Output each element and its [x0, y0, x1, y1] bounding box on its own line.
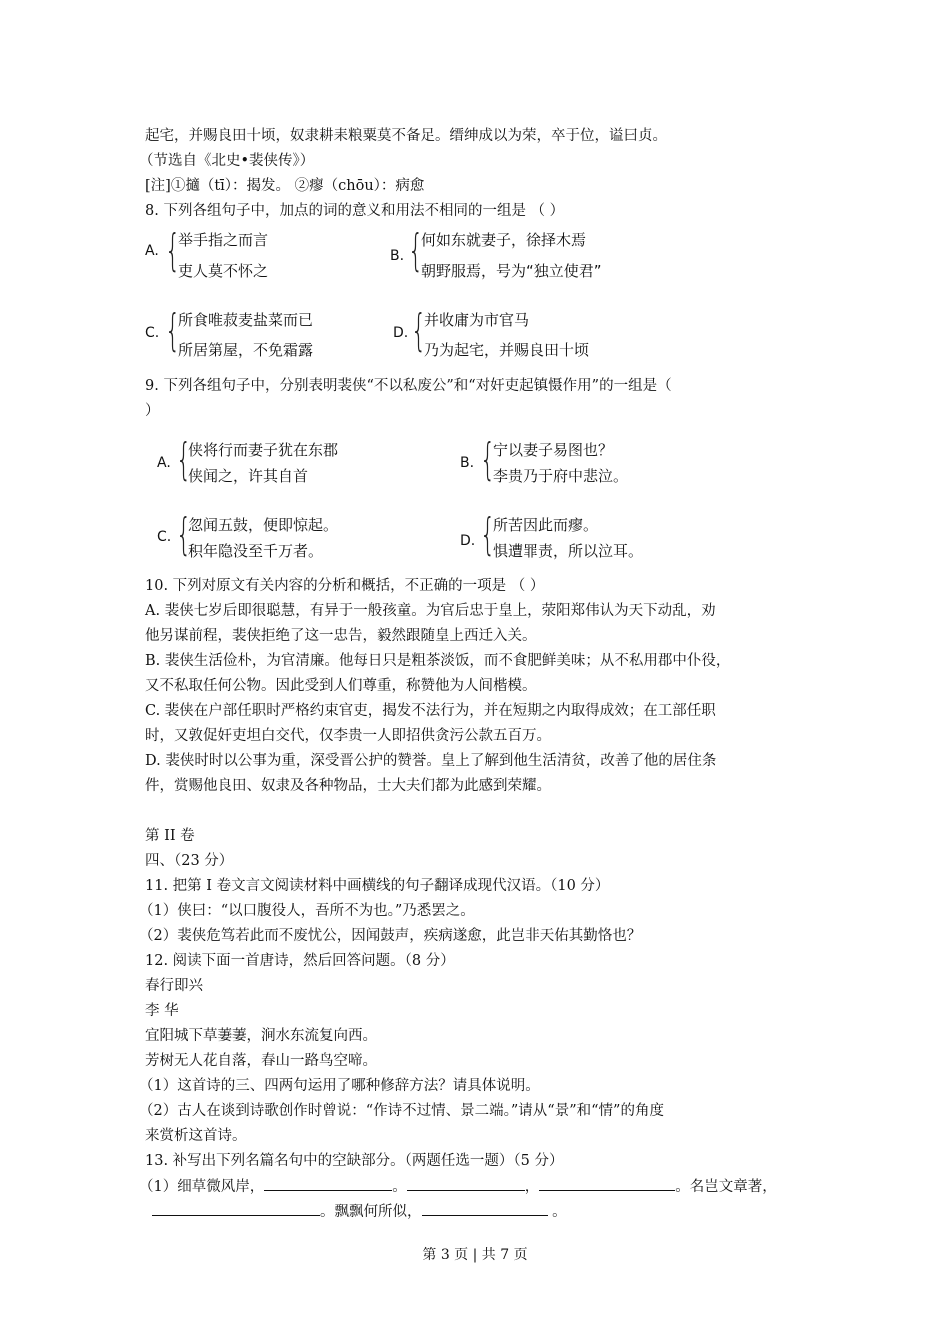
- q9-option-b: [460, 436, 680, 492]
- q13-text: 。: [392, 1179, 407, 1195]
- brace-icon: {: [411, 305, 427, 356]
- option-line-1: 并收庸为市官马: [424, 311, 530, 329]
- option-label: A.: [157, 455, 171, 471]
- option-line-2: 乃为起宅，并赐良田十顷: [424, 341, 590, 359]
- option-line-2: 积年隐没至千万者。: [188, 542, 324, 560]
- q9-option-d: [460, 511, 690, 567]
- option-line-1: 举手指之而言: [178, 231, 269, 249]
- option-line-2: 朝野服焉，号为“独立使君”: [421, 262, 602, 280]
- q10-option-b-line-2: 又不私取任何公物。因此受到人们尊重，称赞他为人间楷模。: [145, 678, 537, 694]
- passage-end: 起宅，并赐良田十顷，奴隶耕耒粮粟莫不备足。缙绅成以为荣，卒于位，谥曰贞。: [145, 128, 667, 144]
- option-line-1: 宁以妻子易图也？: [493, 441, 614, 459]
- brace-icon: {: [480, 509, 496, 560]
- option-label: B.: [460, 455, 475, 471]
- fill-blank[interactable]: [539, 1176, 675, 1191]
- q13-text: 。: [547, 1204, 567, 1220]
- brace-icon: {: [480, 434, 496, 485]
- option-label: D.: [393, 325, 409, 341]
- q8-option-c: [145, 306, 365, 364]
- option-line-2: 侠闻之，许其自首: [188, 467, 309, 485]
- q12-subquestion-2-line-2: 来赏析这首诗。: [145, 1128, 247, 1144]
- q13-text: 。飘飘何所似，: [320, 1204, 422, 1220]
- option-label: C.: [145, 325, 160, 341]
- q10-option-a-line-2: 他另谋前程，裴侠拒绝了这一忠告，毅然跟随皇上西迁入关。: [145, 628, 537, 644]
- q8-option-a: [145, 226, 365, 284]
- q13-line-1: [139, 1176, 777, 1197]
- q8-option-d: [393, 306, 633, 364]
- poem-line-2: 芳树无人花自落，春山一路鸟空啼。: [145, 1053, 377, 1069]
- q13-stem: 13. 补写出下列名篇名句中的空缺部分。（两题任选一题）（5 分）: [145, 1153, 564, 1169]
- q13-text: 。名岂文章著，: [675, 1179, 777, 1195]
- q10-option-d-line-1: D. 裴侠时时以公事为重，深受晋公护的赞誉。皇上了解到他生活清贫，改善了他的居住条: [145, 753, 717, 769]
- q10-option-b-line-1: B. 裴侠生活俭朴，为官清廉。他每日只是粗茶淡饭，而不食肥鲜美味；从不私用郡中仆役，: [145, 653, 731, 669]
- q12-subquestion-1: （1）这首诗的三、四两句运用了哪种修辞方法？请具体说明。: [139, 1078, 540, 1094]
- option-line-1: 何如东就妻子，徐择木焉: [421, 231, 587, 249]
- q11-stem: 11. 把第 I 卷文言文阅读材料中画横线的句子翻译成现代汉语。（10 分）: [145, 878, 610, 894]
- q9-stem: 9. 下列各组句子中，分别表明裴侠“不以私废公”和“对奸吏起镇慑作用”的一组是（: [145, 378, 672, 394]
- fill-blank[interactable]: [152, 1201, 320, 1216]
- q10-option-d-line-2: 件，赏赐他良田、奴隶及各种物品，士大夫们都为此感到荣耀。: [145, 778, 551, 794]
- notes: [注]①擿（tī）：揭发。 ②瘳（chōu）：病愈: [145, 178, 425, 194]
- option-label: B.: [390, 248, 405, 264]
- option-line-2: 所居第屋，不免霜露: [178, 341, 314, 359]
- brace-icon: {: [176, 434, 192, 485]
- brace-icon: {: [176, 509, 192, 560]
- poem-line-1: 宜阳城下草萋萋，涧水东流复向西。: [145, 1028, 377, 1044]
- q9-option-c: [157, 511, 387, 567]
- q9-stem-end: ）: [145, 403, 160, 419]
- fill-blank[interactable]: [407, 1176, 525, 1191]
- option-line-2: 惧遭罪责，所以泣耳。: [493, 542, 644, 560]
- brace-icon: {: [408, 225, 424, 276]
- q12-subquestion-2-line-1: （2）古人在谈到诗歌创作时曾说：“作诗不过情、景二端。”请从“景”和“情”的角度: [139, 1103, 664, 1119]
- option-line-1: 所苦因此而瘳。: [493, 516, 599, 534]
- q10-option-a-line-1: A. 裴侠七岁后即很聪慧，有异于一般孩童。为官后忠于皇上，荥阳郑伟认为天下动乱，劝: [145, 603, 716, 619]
- section-4-heading: 四、（23 分）: [145, 853, 234, 869]
- option-line-2: 吏人莫不怀之: [178, 262, 269, 280]
- option-line-1: 所食唯菽麦盐菜而已: [178, 311, 314, 329]
- poem-author: 李 华: [145, 1003, 179, 1019]
- option-label: A.: [145, 243, 159, 259]
- q11-sentence-1: （1）侠曰：“以口腹役人，吾所不为也。”乃悉罢之。: [139, 903, 475, 919]
- fill-blank[interactable]: [422, 1201, 548, 1216]
- q13-text: ，: [524, 1179, 540, 1195]
- brace-icon: {: [165, 225, 181, 276]
- q10-option-c-line-2: 时，又敦促奸吏坦白交代，仅李贵一人即招供贪污公款五百万。: [145, 728, 551, 744]
- q10-option-c-line-1: C. 裴侠在户部任职时严格约束官吏，揭发不法行为，并在短期之内取得成效；在工部任职: [145, 703, 716, 719]
- brace-icon: {: [165, 305, 181, 356]
- option-line-1: 侠将行而妻子犹在东郡: [188, 441, 339, 459]
- q9-option-a: [157, 436, 387, 492]
- q10-stem: 10. 下列对原文有关内容的分析和概括，不正确的一项是 （ ）: [145, 578, 545, 594]
- page-footer: 第 3 页 | 共 7 页: [422, 1247, 528, 1263]
- source-citation: （节选自《北史•裴侠传》）: [139, 153, 315, 169]
- q11-sentence-2: （2）裴侠危笃若此而不废忧公，因闻鼓声，疾病遂愈，此岂非天佑其勤恪也？: [139, 928, 642, 944]
- option-label: D.: [460, 533, 476, 549]
- poem-title: 春行即兴: [145, 978, 203, 994]
- q12-stem: 12. 阅读下面一首唐诗，然后回答问题。（8 分）: [145, 953, 455, 969]
- option-label: C.: [157, 529, 172, 545]
- option-line-2: 李贵乃于府中悲泣。: [493, 467, 629, 485]
- part-2-heading: 第 II 卷: [145, 828, 195, 844]
- q8-stem: 8. 下列各组句子中，加点的词的意义和用法不相同的一组是 （ ）: [145, 203, 565, 219]
- fill-blank[interactable]: [264, 1176, 392, 1191]
- q13-text: （1）细草微风岸，: [139, 1179, 265, 1195]
- option-line-1: 忽闻五鼓，便即惊起。: [188, 516, 339, 534]
- q8-option-b: [390, 226, 670, 284]
- q13-line-2: [152, 1201, 567, 1222]
